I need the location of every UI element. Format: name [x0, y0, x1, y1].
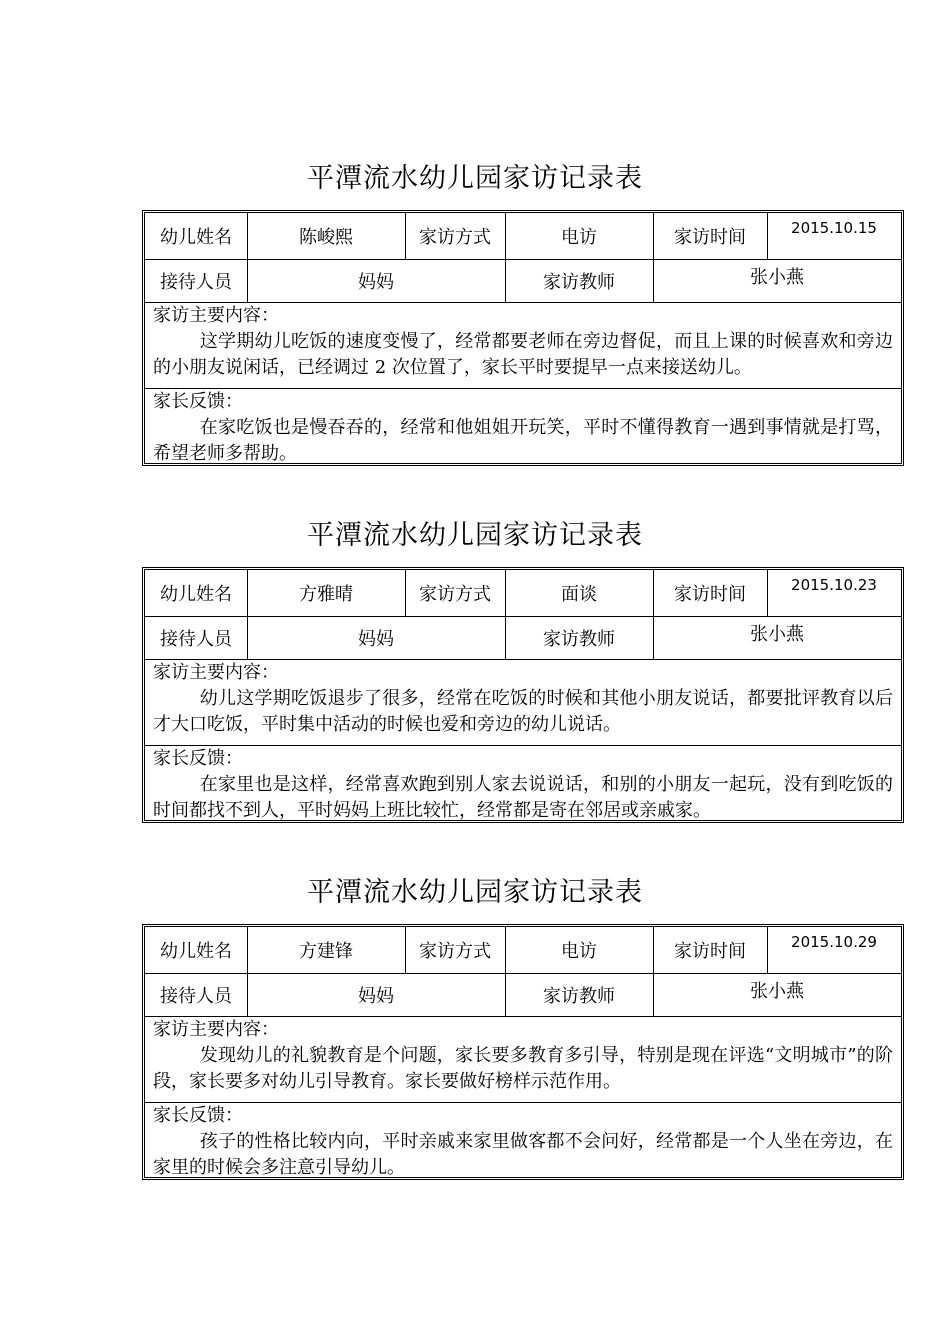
child-name-label: 幼儿姓名	[160, 227, 232, 248]
content-text: 这学期幼儿吃饭的速度变慢了，经常都要老师在旁边督促，而且上课的时候喜欢和旁边的小朋友说闲话，已经调过 2 次位置了，家长平时要提早一点来接送幼儿。	[153, 331, 893, 378]
feedback-text: 在家里也是这样，经常喜欢跑到别人家去说说话，和别的小朋友一起玩，没有到吃饭的时间都找不到人，平时妈妈上班比较忙，经常都是寄在邻居或亲戚家。	[153, 774, 893, 821]
receiver-value: 妈妈	[358, 628, 394, 650]
feedback-block	[153, 389, 893, 467]
visit-time-label: 家访时间	[674, 584, 746, 605]
content-block	[153, 1017, 893, 1095]
visit-method-value: 面谈	[561, 584, 597, 605]
visit-time-value: 2015.10.29	[791, 933, 877, 951]
teacher-label: 家访教师	[543, 628, 615, 650]
visit-method-label: 家访方式	[419, 584, 491, 605]
content-block	[153, 303, 893, 381]
teacher-value: 张小燕	[750, 267, 804, 288]
content-text: 幼儿这学期吃饭退步了很多，经常在吃饭的时候和其他小朋友说话，都要批评教育以后才大口吃饭，平时集中活动的时候也爱和旁边的幼儿说话。	[153, 688, 893, 735]
record-title: 平潭流水幼儿园家访记录表	[307, 163, 643, 194]
visit-time-value: 2015.10.15	[791, 219, 877, 237]
content-label: 家访主要内容：	[153, 662, 279, 683]
receiver-value: 妈妈	[358, 271, 394, 293]
record-table	[142, 924, 904, 1180]
feedback-text: 在家吃饭也是慢吞吞的，经常和他姐姐开玩笑，平时不懂得教育一遇到事情就是打骂，希望老师多帮助。	[153, 417, 893, 464]
record-table	[142, 210, 904, 466]
teacher-value: 张小燕	[750, 624, 804, 645]
feedback-label: 家长反馈：	[153, 748, 243, 769]
visit-method-label: 家访方式	[419, 941, 491, 962]
visit-time-value: 2015.10.23	[791, 576, 877, 594]
receiver-value: 妈妈	[358, 985, 394, 1007]
child-name-value: 方建锋	[299, 941, 353, 962]
receiver-label: 接待人员	[160, 985, 232, 1007]
visit-method-value: 电访	[561, 227, 597, 248]
visit-time-label: 家访时间	[674, 227, 746, 248]
content-block	[153, 660, 893, 738]
child-name-value: 方雅晴	[299, 584, 353, 605]
record-table	[142, 567, 904, 823]
teacher-label: 家访教师	[543, 985, 615, 1007]
content-label: 家访主要内容：	[153, 1019, 279, 1040]
visit-time-label: 家访时间	[674, 941, 746, 962]
content-text: 发现幼儿的礼貌教育是个问题，家长要多教育多引导，特别是现在评选“文明城市”的阶段，家长要多对幼儿引导教育。家长要做好榜样示范作用。	[153, 1045, 893, 1092]
receiver-label: 接待人员	[160, 271, 232, 293]
teacher-label: 家访教师	[543, 271, 615, 293]
feedback-block	[153, 1103, 893, 1181]
record-title: 平潭流水幼儿园家访记录表	[307, 520, 643, 551]
child-name-label: 幼儿姓名	[160, 584, 232, 605]
feedback-label: 家长反馈：	[153, 1105, 243, 1126]
receiver-label: 接待人员	[160, 628, 232, 650]
feedback-label: 家长反馈：	[153, 391, 243, 412]
feedback-text: 孩子的性格比较内向，平时亲戚来家里做客都不会问好，经常都是一个人坐在旁边，在家里的时候会多注意引导幼儿。	[153, 1131, 893, 1178]
visit-method-value: 电访	[561, 941, 597, 962]
child-name-label: 幼儿姓名	[160, 941, 232, 962]
content-label: 家访主要内容：	[153, 305, 279, 326]
visit-method-label: 家访方式	[419, 227, 491, 248]
child-name-value: 陈峻熙	[299, 227, 353, 248]
teacher-value: 张小燕	[750, 981, 804, 1002]
feedback-block	[153, 746, 893, 824]
record-title: 平潭流水幼儿园家访记录表	[307, 877, 643, 908]
